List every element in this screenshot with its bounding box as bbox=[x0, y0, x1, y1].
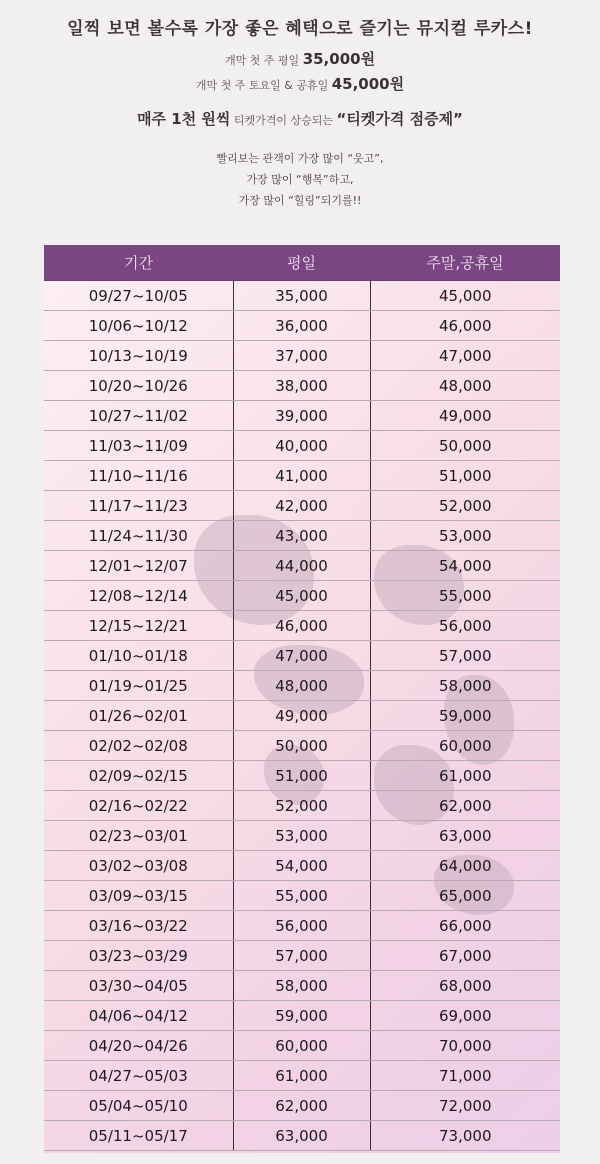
table-row bbox=[44, 461, 560, 491]
period-cell: 01/10~01/18 bbox=[44, 641, 233, 671]
period-cell: 10/06~10/12 bbox=[44, 311, 233, 341]
header-period: 기간 bbox=[44, 245, 233, 281]
weekday-price-cell: 47,000 bbox=[233, 641, 370, 671]
table-row bbox=[44, 881, 560, 911]
period-cell: 11/17~11/23 bbox=[44, 491, 233, 521]
weekend-price-cell: 54,000 bbox=[370, 551, 560, 581]
period-cell: 11/10~11/16 bbox=[44, 461, 233, 491]
period-cell: 10/13~10/19 bbox=[44, 341, 233, 371]
table-row bbox=[44, 641, 560, 671]
weekend-price-cell: 51,000 bbox=[370, 461, 560, 491]
weekday-price-cell: 54,000 bbox=[233, 851, 370, 881]
weekend-price-cell: 56,000 bbox=[370, 611, 560, 641]
period-cell: 11/24~11/30 bbox=[44, 521, 233, 551]
table-row bbox=[44, 911, 560, 941]
period-cell: 02/16~02/22 bbox=[44, 791, 233, 821]
weekday-price-cell: 51,000 bbox=[233, 761, 370, 791]
period-cell: 12/15~12/21 bbox=[44, 611, 233, 641]
weekend-price-cell: 59,000 bbox=[370, 701, 560, 731]
table-row bbox=[44, 521, 560, 551]
weekend-price-cell: 46,000 bbox=[370, 311, 560, 341]
weekday-price-cell: 43,000 bbox=[233, 521, 370, 551]
weekday-price-cell: 39,000 bbox=[233, 401, 370, 431]
weekday-price-cell: 61,000 bbox=[233, 1061, 370, 1091]
weekday-price-cell: 44,000 bbox=[233, 551, 370, 581]
weekday-price-line bbox=[0, 48, 600, 69]
weekday-price-cell: 48,000 bbox=[233, 671, 370, 701]
weekend-price-cell: 57,000 bbox=[370, 641, 560, 671]
table-row bbox=[44, 1091, 560, 1121]
weekday-price-cell: 63,000 bbox=[233, 1121, 370, 1151]
header-weekday: 평일 bbox=[233, 245, 370, 281]
period-cell: 03/30~04/05 bbox=[44, 971, 233, 1001]
period-cell: 05/11~05/17 bbox=[44, 1121, 233, 1151]
weekday-price-cell: 40,000 bbox=[233, 431, 370, 461]
weekend-price-cell: 72,000 bbox=[370, 1091, 560, 1121]
table-row bbox=[44, 941, 560, 971]
table-row bbox=[44, 371, 560, 401]
table-row bbox=[44, 971, 560, 1001]
weekend-price-cell: 53,000 bbox=[370, 521, 560, 551]
description-line-1: 빨리보는 관객이 가장 많이 “웃고”, bbox=[216, 152, 384, 165]
system-name: “티켓가격 점증제” bbox=[336, 110, 463, 128]
weekend-price-cell: 65,000 bbox=[370, 881, 560, 911]
weekday-price-cell: 57,000 bbox=[233, 941, 370, 971]
table-row bbox=[44, 311, 560, 341]
weekend-price-label: 개막 첫 주 토요일 & 공휴일 bbox=[195, 79, 329, 92]
weekend-price-cell: 69,000 bbox=[370, 1001, 560, 1031]
period-cell: 05/04~05/10 bbox=[44, 1091, 233, 1121]
table-row bbox=[44, 1001, 560, 1031]
period-cell: 01/19~01/25 bbox=[44, 671, 233, 701]
weekday-price-cell: 56,000 bbox=[233, 911, 370, 941]
description-line-2: 가장 많이 “행복”하고, bbox=[246, 173, 354, 186]
weekday-price-cell: 42,000 bbox=[233, 491, 370, 521]
period-cell: 02/02~02/08 bbox=[44, 731, 233, 761]
table-row bbox=[44, 401, 560, 431]
weekend-price-cell: 61,000 bbox=[370, 761, 560, 791]
weekday-price-cell: 50,000 bbox=[233, 731, 370, 761]
weekday-price-cell: 37,000 bbox=[233, 341, 370, 371]
period-cell: 03/09~03/15 bbox=[44, 881, 233, 911]
table-row bbox=[44, 581, 560, 611]
price-table-panel bbox=[44, 245, 560, 1153]
period-cell: 03/16~03/22 bbox=[44, 911, 233, 941]
weekend-price-cell: 50,000 bbox=[370, 431, 560, 461]
table-row bbox=[44, 701, 560, 731]
pricing-system-line bbox=[0, 108, 600, 129]
weekday-price-cell: 49,000 bbox=[233, 701, 370, 731]
weekday-price-cell: 36,000 bbox=[233, 311, 370, 341]
headline: 일찍 보면 볼수록 가장 좋은 혜택으로 즐기는 뮤지컬 루카스! bbox=[67, 19, 533, 39]
period-cell: 02/23~03/01 bbox=[44, 821, 233, 851]
weekend-price-cell: 67,000 bbox=[370, 941, 560, 971]
promo-header bbox=[0, 0, 600, 240]
weekend-price-cell: 71,000 bbox=[370, 1061, 560, 1091]
weekend-price-cell: 64,000 bbox=[370, 851, 560, 881]
period-cell: 03/02~03/08 bbox=[44, 851, 233, 881]
system-middle: 티켓가격이 상승되는 bbox=[233, 114, 334, 127]
table-row bbox=[44, 551, 560, 581]
weekday-price-label: 개막 첫 주 평일 bbox=[224, 54, 300, 67]
weekend-price-cell: 55,000 bbox=[370, 581, 560, 611]
weekend-price-cell: 48,000 bbox=[370, 371, 560, 401]
weekday-price-cell: 58,000 bbox=[233, 971, 370, 1001]
weekend-price-cell: 66,000 bbox=[370, 911, 560, 941]
period-cell: 10/27~11/02 bbox=[44, 401, 233, 431]
period-cell: 09/27~10/05 bbox=[44, 281, 233, 311]
table-row bbox=[44, 671, 560, 701]
table-row bbox=[44, 851, 560, 881]
weekday-price-cell: 41,000 bbox=[233, 461, 370, 491]
weekday-price: 35,000원 bbox=[302, 50, 376, 68]
weekend-price-cell: 70,000 bbox=[370, 1031, 560, 1061]
price-table bbox=[44, 245, 560, 1151]
weekday-price-cell: 38,000 bbox=[233, 371, 370, 401]
weekday-price-cell: 46,000 bbox=[233, 611, 370, 641]
table-header-row bbox=[44, 245, 560, 281]
weekend-price-cell: 62,000 bbox=[370, 791, 560, 821]
period-cell: 01/26~02/01 bbox=[44, 701, 233, 731]
weekday-price-cell: 55,000 bbox=[233, 881, 370, 911]
weekday-price-cell: 59,000 bbox=[233, 1001, 370, 1031]
weekend-price-cell: 52,000 bbox=[370, 491, 560, 521]
weekday-price-cell: 52,000 bbox=[233, 791, 370, 821]
table-row bbox=[44, 1061, 560, 1091]
table-row bbox=[44, 611, 560, 641]
period-cell: 10/20~10/26 bbox=[44, 371, 233, 401]
period-cell: 11/03~11/09 bbox=[44, 431, 233, 461]
weekday-price-cell: 62,000 bbox=[233, 1091, 370, 1121]
table-row bbox=[44, 791, 560, 821]
weekend-price-cell: 68,000 bbox=[370, 971, 560, 1001]
period-cell: 04/20~04/26 bbox=[44, 1031, 233, 1061]
description-line-3: 가장 많이 “힐링”되기를!! bbox=[238, 194, 362, 207]
period-cell: 03/23~03/29 bbox=[44, 941, 233, 971]
period-cell: 12/01~12/07 bbox=[44, 551, 233, 581]
table-row bbox=[44, 491, 560, 521]
table-row bbox=[44, 431, 560, 461]
system-intro: 매주 1천 원씩 bbox=[137, 110, 231, 128]
table-row bbox=[44, 731, 560, 761]
weekend-price-cell: 58,000 bbox=[370, 671, 560, 701]
weekend-price-cell: 60,000 bbox=[370, 731, 560, 761]
weekend-price-cell: 47,000 bbox=[370, 341, 560, 371]
weekday-price-cell: 35,000 bbox=[233, 281, 370, 311]
table-row bbox=[44, 281, 560, 311]
weekday-price-cell: 53,000 bbox=[233, 821, 370, 851]
table-row bbox=[44, 341, 560, 371]
weekday-price-cell: 60,000 bbox=[233, 1031, 370, 1061]
weekend-price-cell: 49,000 bbox=[370, 401, 560, 431]
period-cell: 12/08~12/14 bbox=[44, 581, 233, 611]
table-row bbox=[44, 1031, 560, 1061]
weekday-price-cell: 45,000 bbox=[233, 581, 370, 611]
weekend-price-line bbox=[0, 73, 600, 94]
header-weekend: 주말,공휴일 bbox=[370, 245, 560, 281]
weekend-price: 45,000원 bbox=[331, 75, 405, 93]
table-row bbox=[44, 761, 560, 791]
weekend-price-cell: 45,000 bbox=[370, 281, 560, 311]
weekend-price-cell: 73,000 bbox=[370, 1121, 560, 1151]
period-cell: 02/09~02/15 bbox=[44, 761, 233, 791]
weekend-price-cell: 63,000 bbox=[370, 821, 560, 851]
table-row bbox=[44, 821, 560, 851]
period-cell: 04/27~05/03 bbox=[44, 1061, 233, 1091]
table-row bbox=[44, 1121, 560, 1151]
period-cell: 04/06~04/12 bbox=[44, 1001, 233, 1031]
